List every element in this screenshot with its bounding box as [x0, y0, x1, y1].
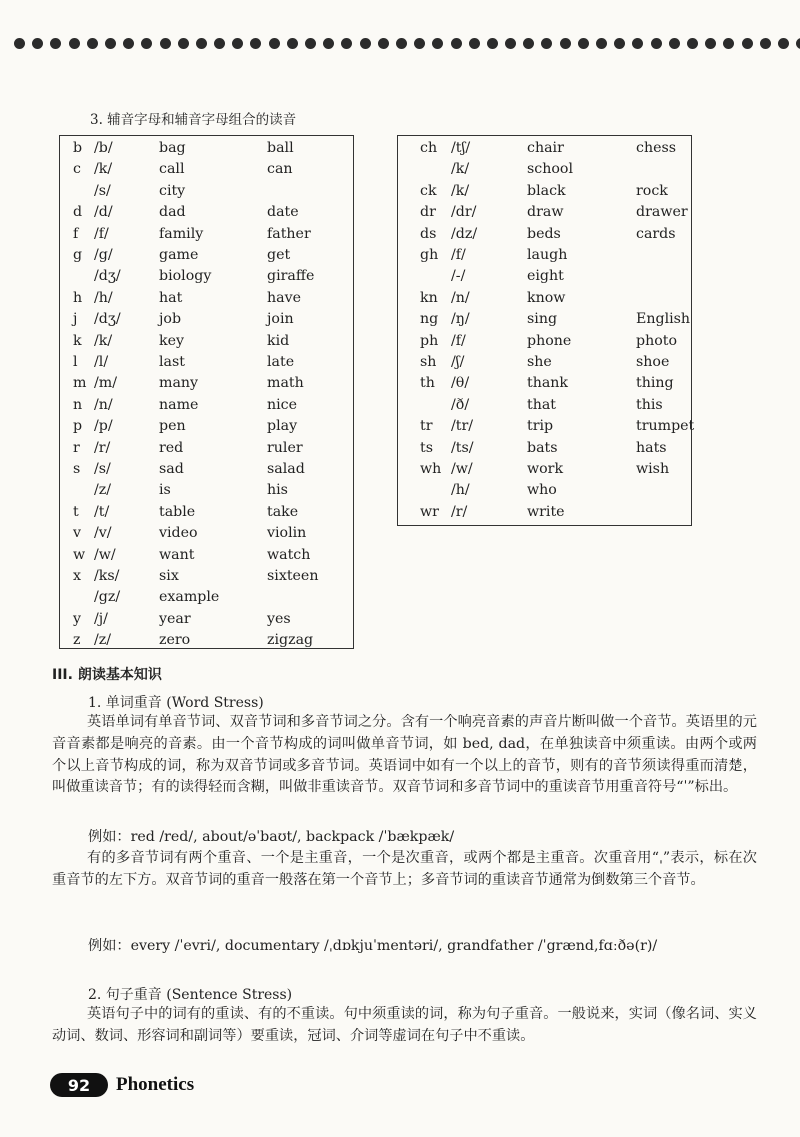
- example-word-2: violin: [267, 525, 307, 542]
- letter-cell: kn: [420, 289, 438, 306]
- ipa-cell: /tr/: [451, 418, 474, 435]
- letter-cell: w: [73, 546, 86, 563]
- example-word-2: sixteen: [267, 568, 319, 584]
- ipa-cell: /ts/: [451, 439, 474, 456]
- ipa-cell: /m/: [94, 375, 118, 392]
- letter-cell: ng: [420, 311, 439, 328]
- dot: [105, 38, 116, 49]
- ipa-cell: /ð/: [451, 396, 470, 413]
- ipa-cell: /w/: [451, 461, 473, 477]
- example-word-2: late: [267, 354, 295, 370]
- example-word-2: get: [267, 247, 291, 263]
- ipa-cell: /r/: [94, 439, 111, 456]
- letter-cell: n: [73, 396, 83, 413]
- example-word-1: she: [527, 354, 552, 370]
- example-word-1: who: [527, 482, 557, 499]
- dot: [705, 38, 716, 49]
- ipa-cell: /dr/: [451, 204, 477, 221]
- letter-cell: tr: [420, 418, 433, 435]
- letter-cell: sh: [420, 354, 437, 370]
- letter-cell: t: [73, 503, 79, 520]
- example-word-1: table: [159, 503, 196, 520]
- dot: [378, 38, 389, 49]
- dot: [596, 38, 607, 49]
- dot: [523, 38, 534, 49]
- dot: [196, 38, 207, 49]
- letter-cell: th: [420, 375, 435, 392]
- example-word-1: many: [159, 375, 199, 392]
- dot: [178, 38, 189, 49]
- dot: [723, 38, 734, 49]
- example-word-1: sing: [527, 311, 558, 328]
- dot: [487, 38, 498, 49]
- example-word-2: trumpet: [636, 418, 695, 435]
- letter-cell: ch: [420, 140, 438, 156]
- ipa-cell: /dʒ/: [94, 268, 121, 285]
- example-word-1: sad: [159, 461, 184, 477]
- ipa-cell: /k/: [451, 182, 470, 199]
- example-word-1: want: [159, 546, 195, 563]
- dot: [232, 38, 243, 49]
- ipa-cell: /ŋ/: [451, 311, 470, 328]
- ipa-cell: /d/: [94, 204, 113, 221]
- example-word-2: father: [267, 225, 311, 242]
- word-stress-heading: 1. 单词重音 (Word Stress): [88, 695, 264, 711]
- example-word-1: hat: [159, 289, 183, 306]
- ipa-cell: /s/: [94, 461, 111, 477]
- example-word-2: shoe: [636, 354, 670, 370]
- letter-cell: m: [73, 375, 87, 392]
- ipa-cell: /t/: [94, 503, 110, 520]
- letter-cell: z: [73, 632, 81, 649]
- example-word-1: red: [159, 439, 184, 456]
- footer-title: Phonetics: [116, 1074, 195, 1095]
- example-word-1: bag: [159, 140, 186, 156]
- example-word-2: join: [267, 311, 294, 328]
- example-word-1: school: [527, 161, 573, 178]
- dot: [50, 38, 61, 49]
- letter-cell: p: [73, 418, 83, 435]
- ipa-cell: /n/: [451, 289, 470, 306]
- dot: [469, 38, 480, 49]
- dot: [341, 38, 352, 49]
- dot: [451, 38, 462, 49]
- example-word-1: know: [527, 289, 566, 306]
- example-word-1: family: [159, 225, 204, 242]
- example-word-2: chess: [636, 140, 677, 156]
- dot: [796, 38, 800, 49]
- dot: [305, 38, 316, 49]
- word-stress-paragraph-2: 有的多音节词有两个重音、一个是主重音，一个是次重音，或两个都是主重音。次重音用“ˌ”表示，标在次重音节的左下方。双音节词的重音一般落在第一个音节上；多音节词的重读音节通常为倒数第三个音节。: [52, 850, 757, 888]
- example-word-2: kid: [267, 332, 290, 349]
- example-word-2: have: [267, 289, 302, 306]
- example-word-1: key: [159, 332, 185, 349]
- letter-cell: f: [73, 225, 79, 242]
- example-word-1: six: [159, 568, 179, 584]
- ipa-cell: /h/: [94, 289, 113, 306]
- ipa-cell: /-/: [451, 268, 466, 285]
- letter-cell: x: [73, 568, 82, 584]
- example-word-2: ruler: [267, 439, 303, 456]
- letter-cell: ck: [420, 182, 437, 199]
- dot: [742, 38, 753, 49]
- example-word-2: take: [267, 503, 299, 520]
- example-word-1: laugh: [527, 247, 568, 263]
- word-stress-example-2: 例如：every /ˈevri/, documentary /ˌdɒkjuˈmentəri/, grandfather /ˈgrænd,fɑːðə(r)/: [88, 938, 658, 954]
- example-word-1: name: [159, 396, 199, 413]
- letter-cell: y: [73, 610, 82, 627]
- ipa-cell: /θ/: [451, 375, 470, 392]
- letter-cell: s: [73, 461, 81, 477]
- word-stress-example-1: 例如：red /red/, about/əˈbaʊt/, backpack /ˈbækpæk/: [88, 829, 455, 845]
- dot: [141, 38, 152, 49]
- example-word-1: work: [527, 461, 564, 477]
- ipa-cell: /b/: [94, 140, 113, 156]
- letter-cell: ts: [420, 439, 433, 456]
- example-word-1: city: [159, 182, 186, 199]
- sentence-stress-paragraph: 英语句子中的词有的重读、有的不重读。句中须重读的词，称为句子重音。一般说来，实词（像名词、实义动词、数词、形容词和副词等）要重读，冠词、介词等虚词在句子中不重读。: [52, 1006, 757, 1044]
- decorative-dot-border: [14, 38, 790, 52]
- ipa-cell: /n/: [94, 396, 113, 413]
- ipa-cell: /v/: [94, 525, 112, 542]
- example-word-1: is: [159, 482, 171, 499]
- ipa-cell: /w/: [94, 546, 116, 563]
- ipa-cell: /k/: [451, 161, 470, 178]
- ipa-cell: /ʃ/: [451, 354, 465, 370]
- dot: [578, 38, 589, 49]
- dot: [396, 38, 407, 49]
- letter-cell: b: [73, 140, 83, 156]
- dot: [214, 38, 225, 49]
- example-word-2: cards: [636, 225, 676, 242]
- letter-cell: d: [73, 204, 83, 221]
- ipa-cell: /f/: [451, 247, 466, 263]
- ipa-cell: /z/: [94, 482, 112, 499]
- example-word-2: thing: [636, 375, 674, 392]
- example-word-1: bats: [527, 439, 558, 456]
- example-word-1: that: [527, 396, 556, 413]
- dot: [541, 38, 552, 49]
- example-word-2: nice: [267, 396, 298, 413]
- example-word-2: play: [267, 418, 298, 435]
- dot: [160, 38, 171, 49]
- example-word-2: English: [636, 311, 691, 328]
- consonant-table-right: [397, 135, 695, 526]
- page-number-badge: 92: [50, 1073, 108, 1097]
- example-word-1: call: [159, 161, 185, 178]
- example-word-2: ball: [267, 140, 294, 156]
- letter-cell: g: [73, 247, 83, 263]
- letter-cell: ph: [420, 332, 439, 349]
- ipa-cell: /g/: [94, 247, 113, 263]
- example-word-2: can: [267, 161, 293, 178]
- dot: [760, 38, 771, 49]
- example-word-2: his: [267, 482, 288, 499]
- dot: [505, 38, 516, 49]
- letter-cell: v: [73, 525, 82, 542]
- example-word-1: example: [159, 589, 220, 606]
- letter-cell: j: [73, 311, 78, 328]
- example-word-1: video: [159, 525, 198, 542]
- example-word-1: phone: [527, 332, 572, 349]
- letter-cell: h: [73, 289, 83, 306]
- example-word-1: beds: [527, 225, 561, 242]
- example-word-1: black: [527, 182, 566, 199]
- letter-cell: wh: [420, 461, 442, 477]
- dot: [432, 38, 443, 49]
- example-word-2: zigzag: [267, 632, 314, 649]
- ipa-cell: /f/: [94, 225, 109, 242]
- dot: [414, 38, 425, 49]
- example-word-1: chair: [527, 140, 564, 156]
- example-word-2: yes: [267, 610, 291, 627]
- sentence-stress-heading: 2. 句子重音 (Sentence Stress): [88, 987, 293, 1003]
- example-word-1: draw: [527, 204, 564, 221]
- dot: [123, 38, 134, 49]
- word-stress-paragraph-1: 英语单词有单音节词、双音节词和多音节词之分。含有一个响亮音素的声音片断叫做一个音节。英语里的元音音素都是响亮的音素。由一个音节构成的词叫做单音节词，如 bed, dad，在单独读音中须重读。由两个或两个以上音节构成的词，称为双音节词或多音节词。英语词中如有一个以上的音节，则有的音节须读得重而清楚，叫做重读音节；有的读得轻而含糊，叫做非重读音节。双音节词和多音节词中的重读音节用重音符号“ˈ”标出。: [52, 714, 757, 796]
- dot: [687, 38, 698, 49]
- letter-cell: ds: [420, 225, 437, 242]
- example-word-1: year: [159, 610, 191, 627]
- dot: [269, 38, 280, 49]
- dot: [778, 38, 789, 49]
- dot: [287, 38, 298, 49]
- letter-cell: l: [73, 354, 78, 370]
- letter-cell: r: [73, 439, 80, 456]
- example-word-2: watch: [267, 546, 311, 563]
- dot: [69, 38, 80, 49]
- example-word-2: date: [267, 204, 299, 221]
- ipa-cell: /gz/: [94, 589, 121, 606]
- ipa-cell: /k/: [94, 161, 113, 178]
- example-word-1: last: [159, 354, 185, 370]
- dot: [32, 38, 43, 49]
- ipa-cell: /p/: [94, 418, 113, 435]
- ipa-cell: /s/: [94, 182, 111, 199]
- example-word-2: math: [267, 375, 304, 392]
- example-word-1: eight: [527, 268, 564, 285]
- ipa-cell: /f/: [451, 332, 466, 349]
- ipa-cell: /ks/: [94, 568, 120, 584]
- example-word-1: write: [527, 503, 565, 520]
- consonant-table-left: [59, 135, 354, 649]
- example-word-1: thank: [527, 375, 569, 392]
- example-word-1: pen: [159, 418, 186, 435]
- example-word-1: job: [159, 311, 182, 328]
- dot: [560, 38, 571, 49]
- dot: [614, 38, 625, 49]
- ipa-cell: /z/: [94, 632, 112, 649]
- dot: [323, 38, 334, 49]
- dot: [632, 38, 643, 49]
- ipa-cell: /l/: [94, 354, 109, 370]
- dot: [669, 38, 680, 49]
- example-word-2: this: [636, 396, 663, 413]
- ipa-cell: /dz/: [451, 225, 478, 242]
- ipa-cell: /tʃ/: [451, 140, 471, 156]
- dot: [360, 38, 371, 49]
- ipa-cell: /j/: [94, 610, 108, 627]
- example-word-2: salad: [267, 461, 305, 477]
- example-word-1: trip: [527, 418, 554, 435]
- example-word-2: drawer: [636, 204, 688, 221]
- example-word-2: wish: [636, 461, 670, 477]
- example-word-2: photo: [636, 332, 678, 349]
- example-word-2: rock: [636, 182, 668, 199]
- letter-cell: c: [73, 161, 81, 178]
- dot: [250, 38, 261, 49]
- ipa-cell: /k/: [94, 332, 113, 349]
- letter-cell: dr: [420, 204, 436, 221]
- page-footer: [50, 1070, 194, 1100]
- example-word-1: biology: [159, 268, 212, 285]
- section3-heading: III. 朗读基本知识: [52, 667, 162, 683]
- example-word-1: zero: [159, 632, 191, 649]
- ipa-cell: /h/: [451, 482, 470, 499]
- ipa-cell: /dʒ/: [94, 311, 121, 328]
- letter-cell: wr: [420, 503, 439, 520]
- section-title: 3. 辅音字母和辅音字母组合的读音: [90, 112, 297, 128]
- dot: [14, 38, 25, 49]
- example-word-2: giraffe: [267, 268, 315, 285]
- ipa-cell: /r/: [451, 503, 468, 520]
- dot: [651, 38, 662, 49]
- letter-cell: gh: [420, 247, 439, 263]
- example-word-2: hats: [636, 439, 667, 456]
- example-word-1: dad: [159, 204, 186, 221]
- example-word-1: game: [159, 247, 199, 263]
- letter-cell: k: [73, 332, 82, 349]
- dot: [87, 38, 98, 49]
